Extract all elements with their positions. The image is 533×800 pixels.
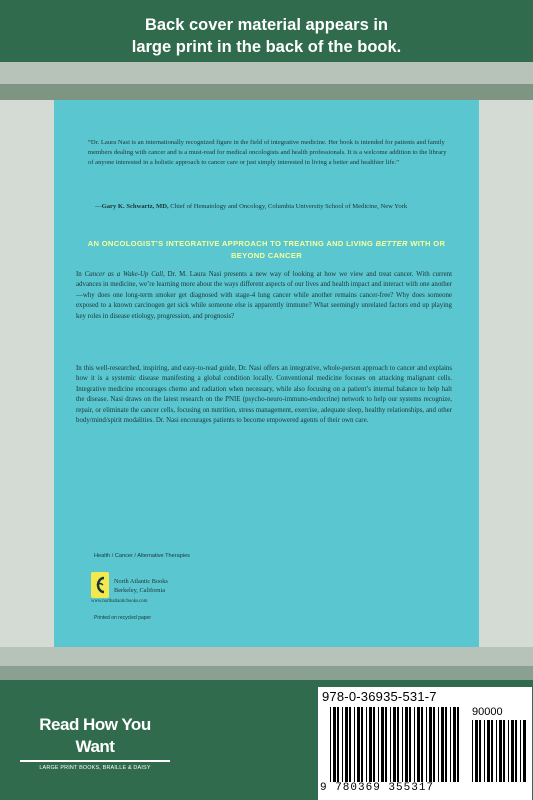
logo-tagline: LARGE PRINT BOOKS, BRAILLE & DAISY (39, 765, 151, 771)
barcode-bar (429, 707, 432, 782)
barcode-box (318, 687, 532, 800)
cover-headline (76, 238, 457, 262)
barcode-bar (484, 720, 485, 782)
description-paragraph-1 (76, 270, 452, 322)
barcode-bar (361, 707, 363, 782)
barcode-bar (414, 707, 415, 782)
barcode-bar (421, 707, 423, 782)
barcode-digits: 9 780369 355317 (320, 782, 435, 794)
barcode-bar (511, 720, 514, 782)
barcode-bar (499, 720, 502, 782)
top-banner (0, 0, 533, 62)
banner-line-1: Back cover material appears in (144, 16, 389, 34)
barcode-bar (417, 707, 420, 782)
barcode-bar (487, 720, 490, 782)
barcode-bar (441, 707, 444, 782)
recycled-paper-note: Printed on recycled paper (94, 615, 151, 621)
barcode-bar (523, 720, 526, 782)
back-cover (54, 100, 479, 647)
barcode-bar (373, 707, 375, 782)
top-stripe-light (0, 62, 533, 84)
headline-part-1: AN ONCOLOGIST’S INTEGRATIVE APPROACH TO TREATING AND LIVING (87, 239, 376, 248)
price-code: 90000 (472, 706, 503, 718)
barcode-bar (349, 707, 351, 782)
barcode-bar (333, 707, 336, 782)
barcode-bar (366, 707, 367, 782)
left-side-panel (0, 100, 54, 647)
barcode-bar (393, 707, 396, 782)
endorsement-attribution (95, 202, 450, 212)
barcode-bar (491, 720, 493, 782)
headline-emphasis: BETTER (375, 239, 408, 248)
endorsement-quote: “Dr. Laura Nasi is an internationally recognized figure in the field of integrative medicine. Her book is intended for patients and family members dealing with cancer and is a must-read for medical oncologists and health professionals. It is a welcome addition to the library of anyone interested in a holistic approach to cancer care or just simply interested in living a better and healthier life.” (88, 139, 447, 167)
bottom-stripe-mid (0, 666, 533, 680)
barcode-bar (438, 707, 439, 782)
barcode-bar (433, 707, 435, 782)
barcode-bar (475, 720, 478, 782)
publisher-line-2: Berkeley, California (114, 586, 165, 594)
banner-line-2: large print in the back of the book. (131, 38, 402, 56)
barcode-bar (426, 707, 427, 782)
barcode-bar (453, 707, 456, 782)
barcode-bar (496, 720, 497, 782)
attribution-dash: — (95, 203, 102, 210)
barcode-bar (397, 707, 399, 782)
barcode-bar (345, 707, 348, 782)
barcode-bar (342, 707, 343, 782)
barcode-bar (337, 707, 339, 782)
para1-prefix: In (76, 271, 85, 278)
right-side-panel (479, 100, 533, 647)
publisher-line-1: North Atlantic Books (114, 578, 168, 585)
barcode-bar (405, 707, 408, 782)
barcode-bar (503, 720, 505, 782)
barcode-bar (357, 707, 360, 782)
top-stripe-dark (0, 84, 533, 100)
bottom-stripe-light (0, 647, 533, 666)
barcode-bar (381, 707, 384, 782)
isbn-number: 978-0-36935-531-7 (322, 689, 437, 704)
book-category: Health / Cancer / Alternative Therapies (94, 553, 190, 559)
headline-part-2: WITH OR BEYOND CANCER (231, 239, 446, 260)
north-atlantic-books-logo-icon (91, 572, 109, 598)
barcode-bar (472, 720, 473, 782)
barcode-bar (445, 707, 447, 782)
banner-text (0, 14, 533, 58)
barcode-bar (385, 707, 387, 782)
barcode-bar (354, 707, 355, 782)
barcode-bar (378, 707, 379, 782)
barcode-bar (369, 707, 372, 782)
barcode-bar (457, 707, 459, 782)
book-title: Cancer as a Wake-Up Call (84, 271, 164, 278)
barcode-bar (515, 720, 517, 782)
read-how-you-want-logo (20, 714, 170, 771)
barcode-bar (479, 720, 481, 782)
endorsement-author: Gary K. Schwartz, MD, (101, 203, 169, 210)
barcode-bar (390, 707, 391, 782)
barcode-bar (402, 707, 403, 782)
barcode-bar (508, 720, 509, 782)
barcode-bar (330, 707, 331, 782)
endorsement-author-role: Chief of Hematology and Oncology, Columbia University School of Medicine, New York (168, 203, 408, 210)
barcode-bar (409, 707, 411, 782)
barcode-bar (450, 707, 451, 782)
logo-main-text: Read How You Want (20, 714, 170, 762)
para1-body: , Dr. M. Laura Nasi presents a new way of looking at how we view and treat cancer. With current advances in medicine, we’re learning more about the ways different aspects of our lives and health impact and interact with one another—why does one long-term smoker get diagnosed with stage-4 lung cancer while another remains cancer-free? Why does someone exposed to a known carcinogen get sick while someone else is apparently immune? What seemingly unrelated factors end up playing key roles in disease etiology, progression, and prognosis? (76, 271, 452, 320)
publisher-url: www.northatlanticbooks.com (91, 599, 148, 604)
publisher-name (114, 578, 168, 595)
description-paragraph-2: In this well-researched, inspiring, and easy-to-read guide, Dr. Nasi offers an integrative, whole-person approach to cancer and explains how it is a systemic disease manifesting a global condition locally. Conventional medicine focuses on attacking malignant cells. Integrative medicine encourages chemo and radiation when necessary, while also focusing on a patient’s internal balance to help halt the disease. Nasi draws on the latest research on the PNIE (psycho-neuro-immuno-endocrine) network to help our systems recognize, repair, or eliminate the cancer cells, focusing on nutrition, stress management, exercise, adequate sleep, healthy relationships, and other body/mind/spirit modalities. Dr. Nasi encourages patients to become empowered agents of their own care. (76, 365, 452, 425)
barcode-bar (520, 720, 521, 782)
